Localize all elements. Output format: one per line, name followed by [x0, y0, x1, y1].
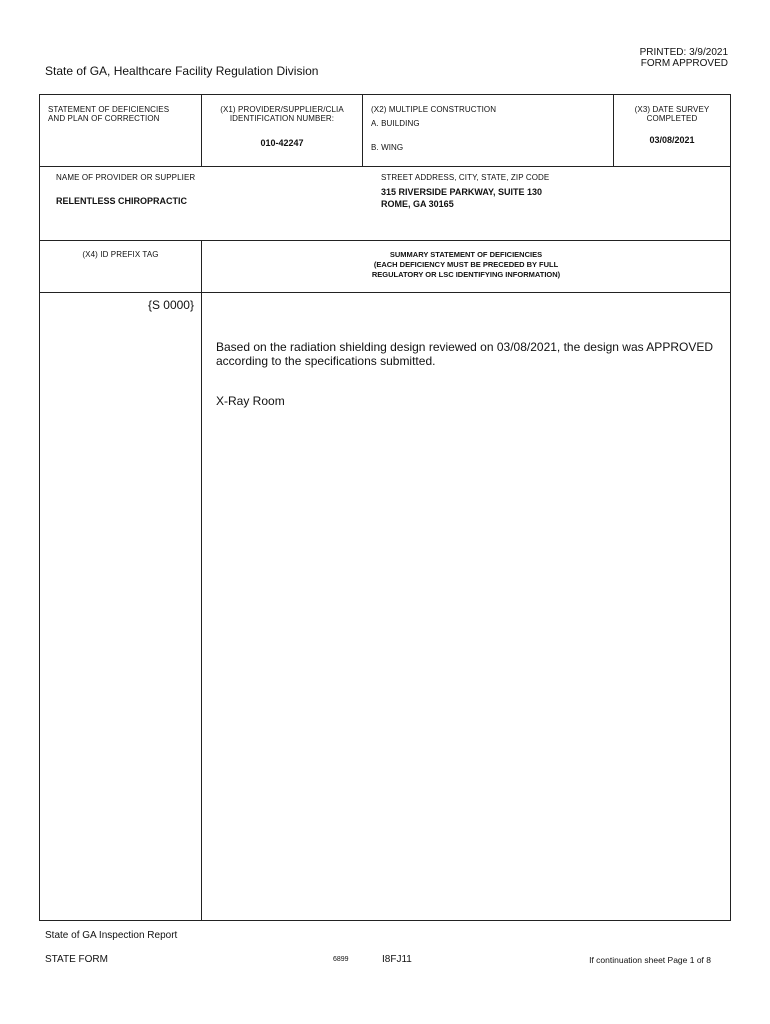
- form-number: 6899: [333, 956, 349, 963]
- form-type: STATE FORM: [45, 954, 108, 965]
- provider-id-number: 010-42247: [260, 138, 304, 148]
- id-prefix-tag-label: (X4) ID PREFIX TAG: [82, 250, 159, 259]
- event-id: I8FJ11: [382, 954, 412, 965]
- x3-label: (X3) DATE SURVEY COMPLETED: [634, 105, 710, 123]
- provider-name-label: NAME OF PROVIDER OR SUPPLIER: [56, 173, 196, 182]
- agency-title: State of GA, Healthcare Facility Regulation Division: [45, 64, 319, 78]
- summary-statement-header: SUMMARY STATEMENT OF DEFICIENCIES (EACH DEFICIENCY MUST BE PRECEDED BY FULL REGULATORY OR LSC IDENTIFYING INFORMATION): [371, 250, 561, 279]
- deficiency-statement: Based on the radiation shielding design reviewed on 03/08/2021, the design was APPROVED according to the specifications submitted.: [216, 340, 713, 368]
- x2-wing: B. WING: [371, 143, 404, 152]
- address-line-1: 315 RIVERSIDE PARKWAY, SUITE 130: [381, 187, 543, 197]
- address-label: STREET ADDRESS, CITY, STATE, ZIP CODE: [381, 173, 550, 182]
- printed-date: PRINTED: 3/9/2021: [639, 47, 728, 58]
- report-name: State of GA Inspection Report: [45, 930, 178, 941]
- address-line-2: ROME, GA 30165: [381, 199, 454, 209]
- form-approved-label: FORM APPROVED: [640, 58, 728, 69]
- statement-label: STATEMENT OF DEFICIENCIES AND PLAN OF CORRECTION: [48, 105, 170, 123]
- survey-completed-date: 03/08/2021: [649, 135, 695, 145]
- provider-name: RELENTLESS CHIROPRACTIC: [56, 196, 188, 206]
- page-info: If continuation sheet Page 1 of 8: [589, 955, 711, 965]
- x2-building: A. BUILDING: [371, 119, 420, 128]
- x1-label: (X1) PROVIDER/SUPPLIER/CLIA IDENTIFICATION NUMBER:: [220, 105, 344, 123]
- x2-label: (X2) MULTIPLE CONSTRUCTION: [371, 105, 497, 114]
- deficiency-tag: {S 0000}: [147, 298, 194, 312]
- room-label: X-Ray Room: [216, 394, 285, 408]
